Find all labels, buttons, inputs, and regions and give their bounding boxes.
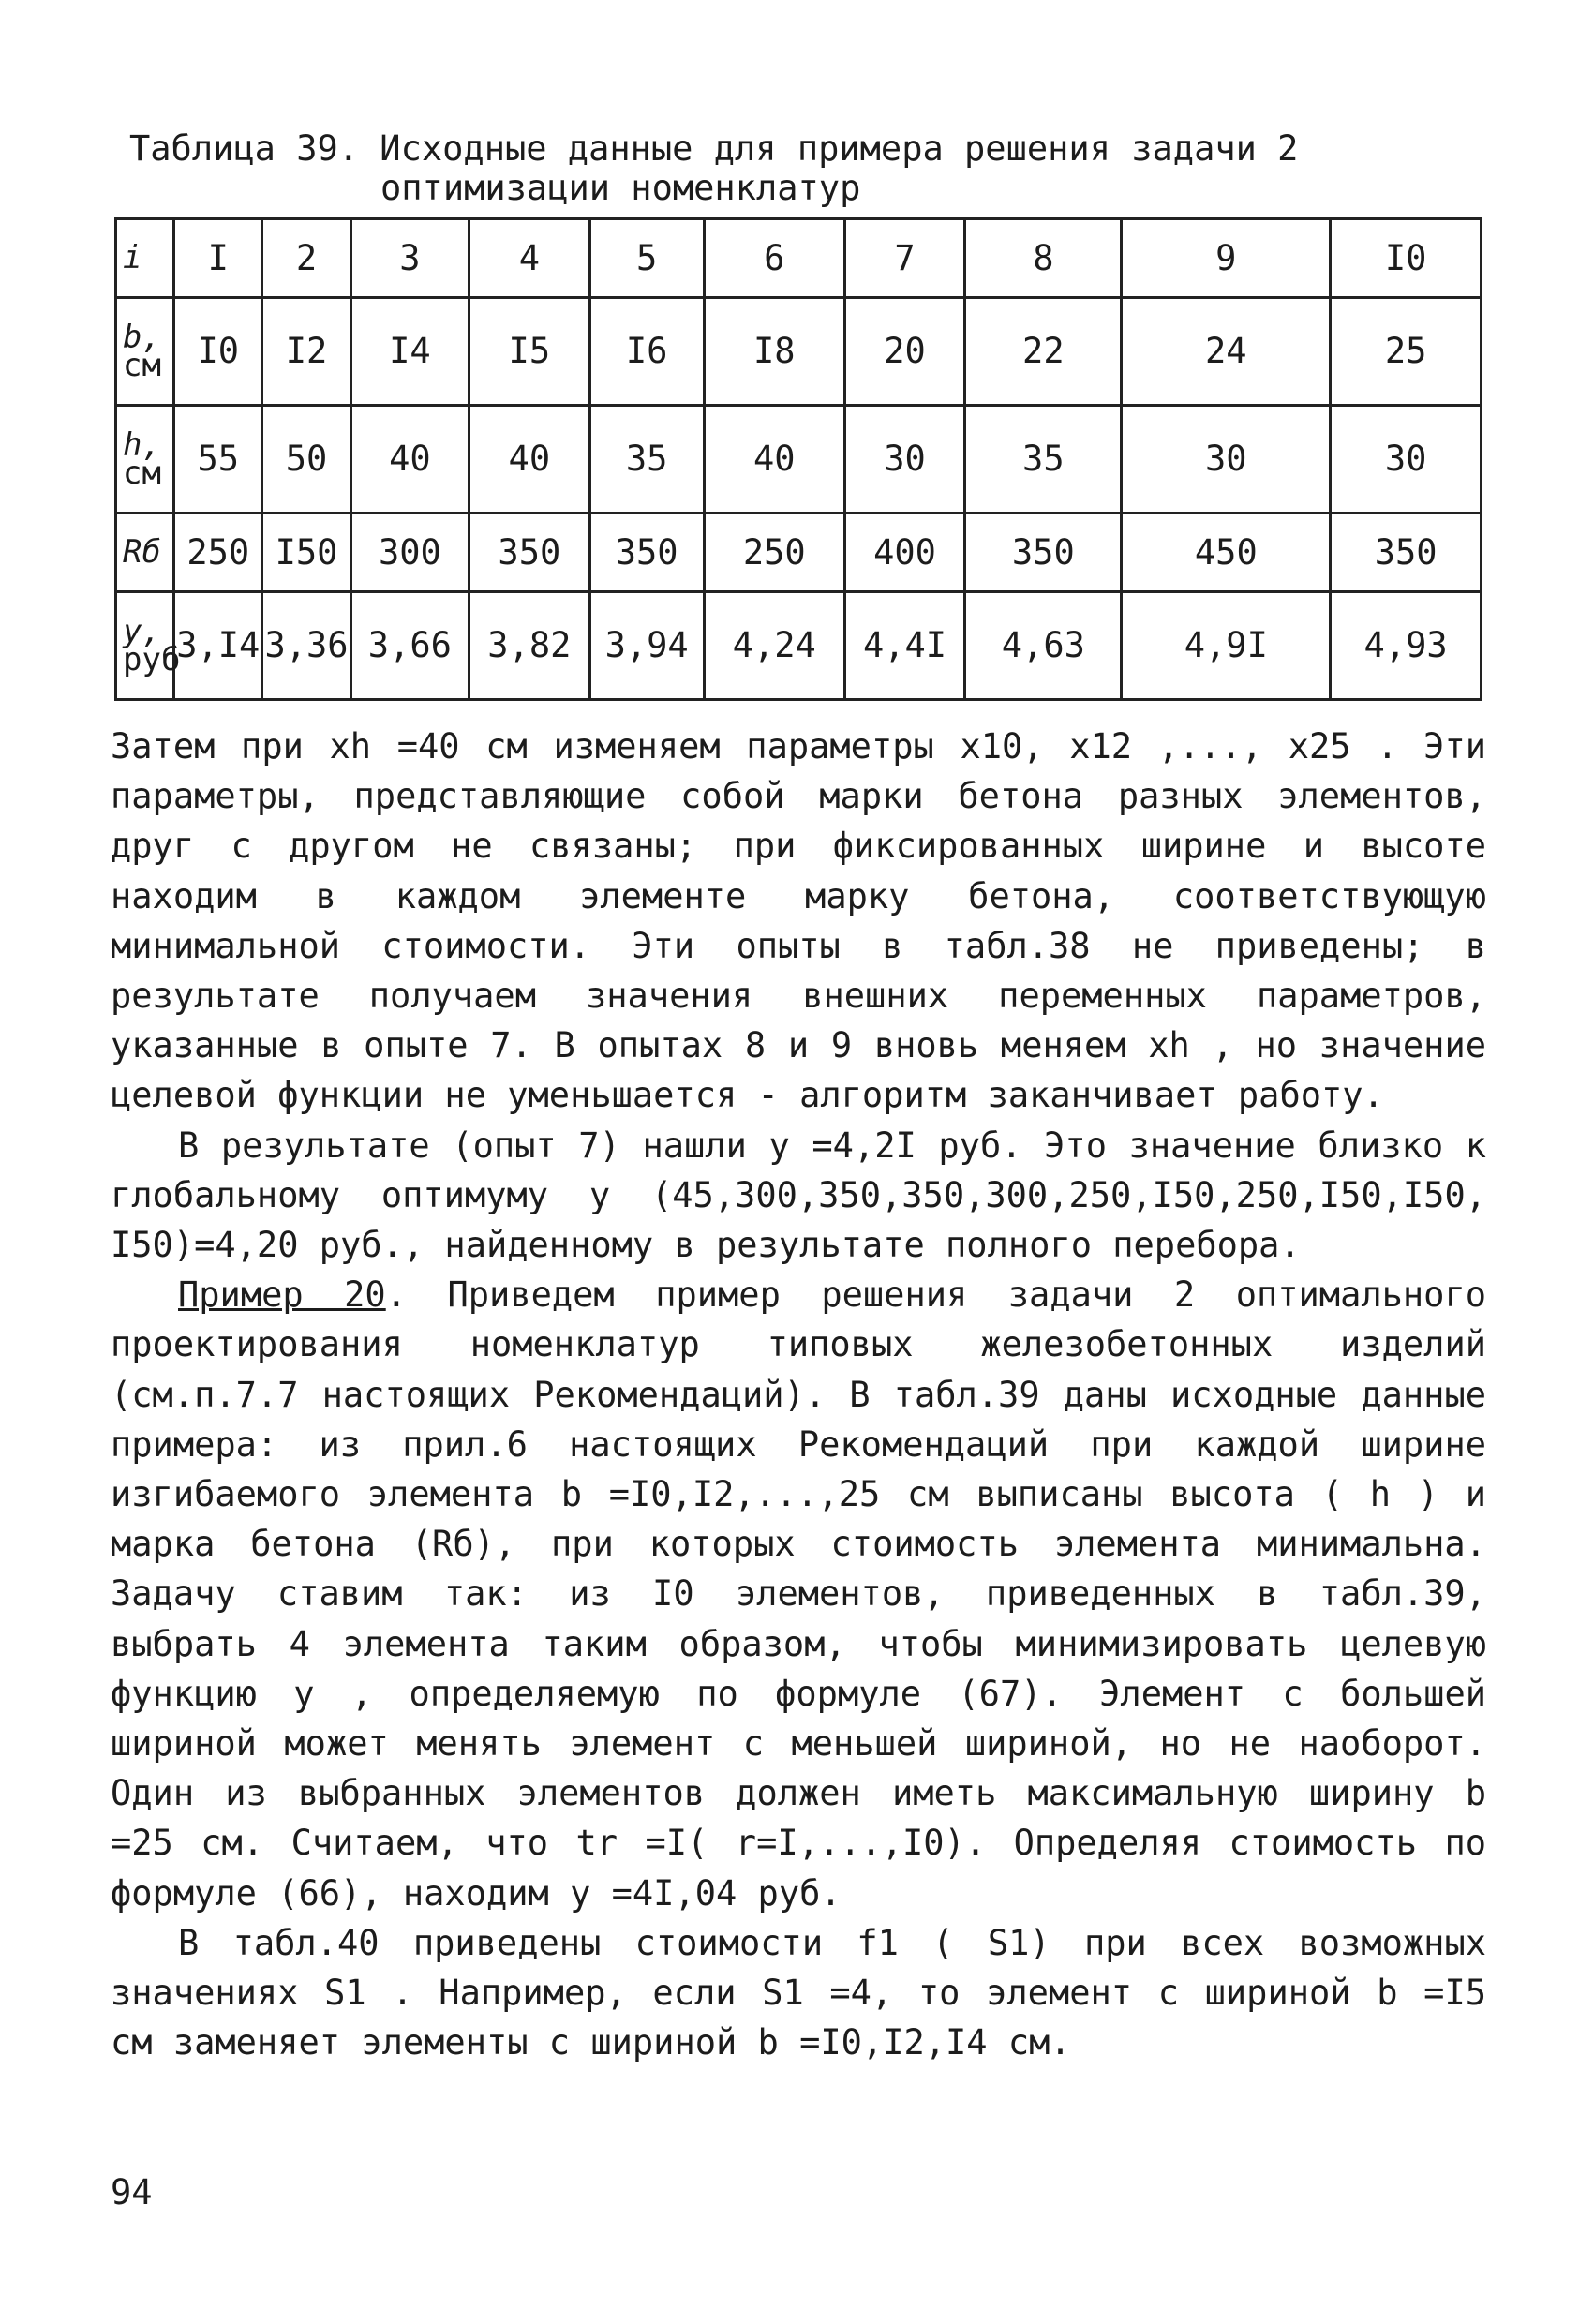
paragraph-3-text: . Приведем пример решения задачи 2 оптимального проектирования номенклатур типовых железобетонных изделий (см.п.7.7 настоящих Рекомендаций). В табл.39 даны исходные данные примера: из прил.6 настоящих Рекомендаций при каждой ширине изгибаемого элемента b =I0,I2,...,25 см выписаны высота ( h ) и марка бетона (Rб), при которых стоимость элемента минимальна. Задачу ставим так: из I0 элементов, приведенных в табл.39, выбрать 4 элемента таким образом, чтобы минимизировать целевую функцию y , определяемую по формуле (67). Элемент с большей шириной может менять элемент с меньшей шириной, но не наоборот. Один из выбранных элементов должен иметь максимальную ширину b =25 см. Считаем, что tr =I( r=I,...,I0). Определяя стоимость по формуле (66), находим y =4I,04 руб. xyxy=(111,1274,1487,1914)
table-cell: I50 xyxy=(262,513,350,591)
table-cell: 35 xyxy=(589,405,704,513)
table-cell: 3,I4 xyxy=(174,591,262,699)
table-cell: 50 xyxy=(262,405,350,513)
table-cell: 3,94 xyxy=(589,591,704,699)
row-header-label: h, xyxy=(123,425,161,464)
table-row xyxy=(116,591,1482,699)
caption-line-2: оптимизации номенклатур xyxy=(380,168,861,208)
table-cell: I5 xyxy=(469,297,590,405)
row-header-label: Rб xyxy=(123,533,161,572)
page-number: 94 xyxy=(111,2172,153,2212)
table-cell: I2 xyxy=(262,297,350,405)
table-cell: 250 xyxy=(174,513,262,591)
table-cell: 350 xyxy=(1331,513,1482,591)
paragraph-1: Затем при xh =40 см изменяем параметры x10, x12 ,..., x25 . Эти параметры, представляющие собой марки бетона разных элементов, друг с другом не связаны; при фиксированных ширине и высоте находим в каждом элементе марку бетона, соответствующую минимальной стоимости. Эти опыты в табл.38 не приведены; в результате получаем значения внешних переменных параметров, указанные в опыте 7. В опытах 8 и 9 вновь меняем xh , но значение целевой функции не уменьшается - алгоритм заканчивает работу. xyxy=(111,726,1486,1116)
table-cell: 8 xyxy=(965,219,1122,298)
table-row xyxy=(116,405,1482,513)
table-cell: 7 xyxy=(844,219,965,298)
table-cell: 4,24 xyxy=(704,591,844,699)
table-cell: 450 xyxy=(1122,513,1331,591)
row-header-label: b, xyxy=(123,318,161,356)
table-cell: I0 xyxy=(1331,219,1482,298)
table-row xyxy=(116,297,1482,405)
table-cell: 4 xyxy=(469,219,590,298)
table-cell: 24 xyxy=(1122,297,1331,405)
table-cell: 350 xyxy=(469,513,590,591)
example-label: Пример 20 xyxy=(178,1274,386,1316)
paragraph-3 xyxy=(111,1270,1486,1918)
table-cell: 250 xyxy=(704,513,844,591)
table-cell: 30 xyxy=(844,405,965,513)
table-cell: 4,9I xyxy=(1122,591,1331,699)
table-cell: 2 xyxy=(262,219,350,298)
table-cell: 20 xyxy=(844,297,965,405)
table-cell: I xyxy=(174,219,262,298)
row-header-label: y, xyxy=(123,612,161,650)
row-header xyxy=(116,591,181,699)
table-cell: 35 xyxy=(965,405,1122,513)
table-cell: 6 xyxy=(704,219,844,298)
table-cell: 3,36 xyxy=(262,591,350,699)
table-cell: 30 xyxy=(1122,405,1331,513)
table-cell: 4,93 xyxy=(1331,591,1482,699)
table-cell: 40 xyxy=(469,405,590,513)
data-table xyxy=(114,217,1482,701)
table-cell: 3,66 xyxy=(350,591,469,699)
table-caption xyxy=(129,129,1348,208)
table-cell: 4,4I xyxy=(844,591,965,699)
table-row xyxy=(116,219,1482,298)
paragraph-4: В табл.40 приведены стоимости f1 ( S1) при всех возможных значениях S1 . Например, если S1 =4, то элемент с шириной b =I5 см заменяет элементы с шириной b =I0,I2,I4 см. xyxy=(111,1922,1486,2063)
row-header-unit: руб xyxy=(123,640,181,678)
table-cell: 40 xyxy=(350,405,469,513)
table-cell: 300 xyxy=(350,513,469,591)
table-cell: 22 xyxy=(965,297,1122,405)
table-cell: I6 xyxy=(589,297,704,405)
table-cell: I8 xyxy=(704,297,844,405)
table-cell: 40 xyxy=(704,405,844,513)
table-cell: 3,82 xyxy=(469,591,590,699)
row-header-unit: см xyxy=(123,346,161,384)
table-cell: 3 xyxy=(350,219,469,298)
table-cell: 5 xyxy=(589,219,704,298)
table-cell: I0 xyxy=(174,297,262,405)
paragraph-2: В результате (опыт 7) нашли y =4,2I руб. Это значение близко к глобальному оптимуму y (45,300,350,350,300,250,I50,250,I50,I50, I50)=4,20 руб., найденному в результате полного перебора. xyxy=(111,1125,1486,1266)
table-cell: 55 xyxy=(174,405,262,513)
table-row xyxy=(116,513,1482,591)
caption-line-1: Таблица 39. Исходные данные для примера решения задачи 2 xyxy=(129,128,1299,169)
table-cell: 9 xyxy=(1122,219,1331,298)
table-cell: 4,63 xyxy=(965,591,1122,699)
table-cell: I4 xyxy=(350,297,469,405)
table-cell: 30 xyxy=(1331,405,1482,513)
row-header-label: i xyxy=(123,239,142,277)
row-header xyxy=(116,219,174,298)
table-cell: 350 xyxy=(589,513,704,591)
row-header xyxy=(116,297,174,405)
row-header xyxy=(116,405,174,513)
row-header xyxy=(116,513,174,591)
row-header-unit: см xyxy=(123,454,161,492)
body-text xyxy=(111,722,1486,2067)
table-cell: 25 xyxy=(1331,297,1482,405)
table-cell: 350 xyxy=(965,513,1122,591)
table-cell: 400 xyxy=(844,513,965,591)
